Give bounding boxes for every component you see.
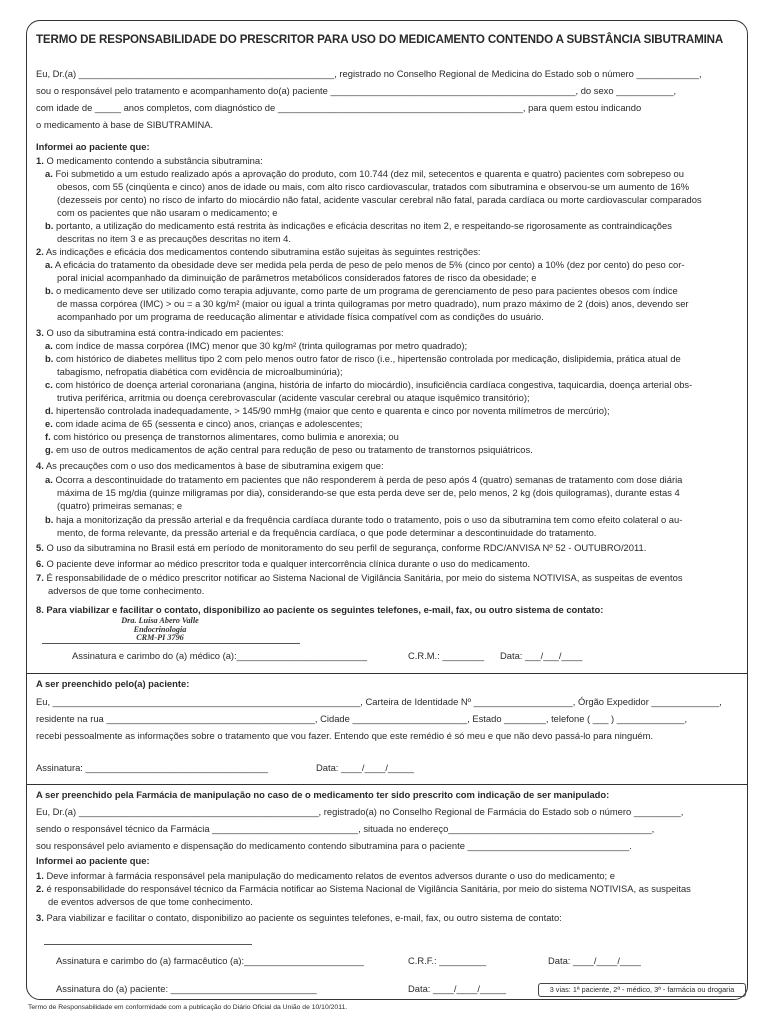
item-4b-line-1: haja a monitorização da pressão arterial e da frequência cardíaca durante todo o tratamento, pois o uso da sibutramina tem como efeito colateral o au-	[55, 514, 683, 525]
farmaceutico-signature-line	[44, 944, 252, 945]
item-3d-line-1: hipertensão controlada inadequadamente, > 145/90 mmHg (maior que cento e quarenta e cinco por noventa milímetros de mercúrio);	[55, 405, 610, 416]
intro-line-4: o medicamento à base de SIBUTRAMINA.	[36, 119, 214, 130]
item-6-text: O paciente deve informar ao médico prescritor toda e qualquer intercorrência clínica durante o uso do medicamento.	[46, 558, 531, 569]
item-6-number: 6.	[36, 558, 44, 569]
item-1-number: 1.	[36, 155, 44, 166]
item-4a-line-1: Ocorra a descontinuidade do tratamento em pacientes que não responderem à perda de peso após 4 (quatro) semanas de tratamento com dose diária	[55, 474, 683, 485]
item-1a-line-2: obesos, com 55 (cinqüenta e cinco) anos de idade ou mais, com alto risco cardiovascular, tratados com sibutramina e observou-se um aumento de 16%	[57, 181, 690, 192]
item-7-line-2: adversos de que tome conhecimento.	[48, 585, 205, 596]
item-4a-line-3: (quatro) primeiras semanas; e	[57, 500, 183, 511]
item-3	[36, 327, 284, 339]
farmacia-line-1: Eu, Dr.(a) ______________________________________________, registrado(a) no Conselho Regional de Farmácia do Estado sob o número _________,	[36, 806, 684, 817]
item-3c	[45, 379, 692, 391]
item-2a	[45, 259, 684, 271]
doctor-date-field: Data: ___/___/____	[500, 650, 583, 661]
farmacia-line-2: sendo o responsável técnico da Farmácia ____________________________, situada no endereço_______________________________________,	[36, 823, 655, 834]
footer-note: Termo de Responsabilidade em conformidade com a publicação do Diário Oficial da União de 10/10/2011.	[28, 1004, 348, 1011]
farmacia-item-2-line-2: de eventos adversos de que tome conhecimento.	[48, 896, 253, 907]
doctor-stamp	[95, 617, 225, 643]
farmacia-item-2-number: 2.	[36, 883, 44, 894]
item-8: 8. Para viabilizar e facilitar o contato, disponibilizo ao paciente os seguintes telefones, e-mail, fax, ou outro sistema de contato:	[36, 604, 604, 615]
item-1b	[45, 220, 672, 232]
doctor-signature-line	[42, 643, 300, 644]
item-3e-letter: e.	[45, 418, 53, 429]
item-3g	[45, 444, 533, 456]
item-2b	[45, 285, 678, 297]
item-1	[36, 155, 263, 167]
vias-note-box: 3 vias: 1ª paciente, 2ª - médico, 3ª - farmácia ou drogaria	[538, 983, 746, 997]
farmacia-informei-heading: Informei ao paciente que:	[36, 855, 150, 866]
farmacia-item-1-text: Deve informar à farmácia responsável pela manipulação do medicamento relatos de eventos adversos durante o uso do medicamento; e	[46, 870, 615, 881]
farmacia-item-2-line-1: é responsabilidade do responsável técnico da Farmácia notificar ao Sistema Nacional de Vigilância Sanitária, por meio do sistema NOTIVISA, as suspeitas	[46, 883, 691, 894]
item-3f-letter: f.	[45, 431, 51, 442]
farmacia-paciente-date: Data: ____/____/_____	[408, 983, 507, 994]
item-4b	[45, 514, 682, 526]
item-3c-letter: c.	[45, 379, 53, 390]
item-3-number: 3.	[36, 327, 44, 338]
item-3c-line-1: com histórico de doença arterial coronariana (angina, história de infarto do miocárdio), insuficiência cardíaca congestiva, taquicardia, doença arterial obs-	[55, 379, 693, 390]
stamp-specialty: Endocrinologia	[133, 624, 187, 634]
item-3b-line-1: com histórico de diabetes mellitus tipo 2 com pelo menos outro fator de risco (i.e., hipertensão controlada por medicação, dislipidemia, prática atual de	[55, 353, 681, 364]
item-3b-line-2: tabagismo, nefropatia diabética com evidência de microalbuminúria);	[57, 366, 343, 377]
item-5	[36, 542, 646, 554]
item-4a	[45, 474, 682, 486]
item-5-number: 5.	[36, 542, 44, 553]
paciente-date: Data: ____/____/_____	[316, 762, 415, 773]
farmacia-paciente-signature: Assinatura do (a) paciente: ____________________________	[56, 983, 317, 994]
item-2b-line-2: de massa corpórea (IMC) > ou = a 30 kg/m² (maior ou igual a trinta quilogramas por metro quadrado), num prazo máximo de 2 (dois) anos, devendo ser	[57, 298, 689, 309]
farmacia-item-3-text: Para viabilizar e facilitar o contato, disponibilizo ao paciente os seguintes telefones, e-mail, fax, ou outro sistema de contato:	[46, 912, 562, 923]
stamp-crm: CRM-PI 3796	[136, 633, 184, 643]
crf-field: C.R.F.: _________	[408, 955, 487, 966]
item-1a-line-4: com os pacientes que não usaram o medicamento; e	[57, 207, 278, 218]
farmacia-heading: A ser preenchido pela Farmácia de manipulação no caso de o medicamento ter sido prescrito com indicação de ser manipulado:	[36, 789, 610, 800]
item-3e	[45, 418, 362, 430]
item-4-text: As precauções com o uso dos medicamentos à base de sibutramina exigem que:	[45, 460, 384, 471]
item-2-text: As indicações e eficácia dos medicamentos contendo sibutramina estão sujeitas às seguintes restrições:	[45, 246, 481, 257]
item-4	[36, 460, 384, 472]
item-5-text: O uso da sibutramina no Brasil está em período de monitoramento do seu perfil de segurança, conforme RDC/ANVISA Nº 52 - OUTUBRO/2011.	[46, 542, 647, 553]
farmacia-item-3	[36, 912, 562, 924]
item-2	[36, 246, 481, 258]
doctor-signature-label: Assinatura e carimbo do (a) médico (a):_________________________	[72, 650, 367, 661]
paciente-line-1: Eu, ___________________________________________________________, Carteira de Identidade Nº ___________________, Órgão Expedidor _____________,	[36, 696, 722, 707]
paciente-line-3: recebi pessoalmente as informações sobre o tratamento que vou fazer. Entendo que este remédio é só meu e que não devo passá-lo para ninguém.	[36, 730, 654, 741]
item-2a-line-1: A eficácia do tratamento da obesidade deve ser medida pela perda de peso de pelo menos de 5% (cinco por cento) a 10% (dez por cento) do peso cor-	[54, 259, 685, 270]
form-title: TERMO DE RESPONSABILIDADE DO PRESCRITOR PARA USO DO MEDICAMENTO CONTENDO A SUBSTÂNCIA SIBUTRAMINA	[36, 33, 724, 46]
item-4-number: 4.	[36, 460, 44, 471]
item-3d	[45, 405, 610, 417]
item-1a-line-1: Foi submetido a um estudo realizado após a aprovação do produto, com 10.744 (dez mil, setecentos e quarenta e quatro) pacientes com sobrepeso ou	[55, 168, 684, 179]
item-4a-letter: a.	[45, 474, 53, 485]
item-7-line-1: É responsabilidade de o médico prescritor notificar ao Sistema Nacional de Vigilância Sanitária, por meio do sistema NOTIVISA, as suspeitas de eventos	[46, 572, 683, 583]
paciente-line-2: residente na rua ________________________________________, Cidade ______________________, Estado ________, telefone ( ___ ) _____________,	[36, 713, 688, 724]
item-3a-line-1: com índice de massa corpórea (IMC) menor que 30 kg/m² (trinta quilogramas por metro quadrado);	[55, 340, 468, 351]
item-3c-line-2: trutiva periférica, arritmia ou doença cerebrovascular (acidente vascular cerebral ou ataque isquêmico transitório);	[57, 392, 530, 403]
item-1b-letter: b.	[45, 220, 54, 231]
item-3f	[45, 431, 399, 443]
item-3d-letter: d.	[45, 405, 54, 416]
item-2a-line-2: poral inicial acompanhado da diminuição de parâmetros metabólicos considerados fatores de risco da obesidade; e	[57, 272, 537, 283]
paciente-signature: Assinatura: ___________________________________	[36, 762, 268, 773]
item-7-number: 7.	[36, 572, 44, 583]
intro-line-3: com idade de _____ anos completos, com diagnóstico de _______________________________________________, para quem estou indicando	[36, 102, 642, 113]
informei-heading: Informei ao paciente que:	[36, 141, 150, 152]
item-2b-line-3: acompanhado por um programa de reeducação alimentar e atividade física compatível com as condições do usuário.	[57, 311, 544, 322]
stamp-name: Dra. Luísa Abero Valle	[121, 616, 199, 625]
item-4a-line-2: máxima de 15 mg/dia (quinze miligramas por dia), considerando-se que esta perda deve ser de, pelo menos, 2 kg (dois quilogramas), durante estas 4	[57, 487, 680, 498]
item-3b-letter: b.	[45, 353, 54, 364]
item-1b-line-2: descritas no item 3 e as precauções descritas no item 4.	[57, 233, 291, 244]
farmaceutico-date: Data: ____/____/____	[548, 955, 641, 966]
paciente-heading: A ser preenchido pelo(a) paciente:	[36, 678, 190, 689]
item-1b-line-1: portanto, a utilização do medicamento está restrita às indicações e eficácia descritas no item 2, e respeitando-se rigorosamente as contraindicações	[55, 220, 672, 231]
item-1-text: O medicamento contendo a substância sibutramina:	[46, 155, 263, 166]
item-3f-line-1: com histórico ou presença de transtornos alimentares, como bulimia e anorexia; ou	[53, 431, 399, 442]
section-divider-paciente	[26, 673, 748, 674]
intro-line-1: Eu, Dr.(a) _________________________________________________, registrado no Conselho Regional de Medicina do Estado sob o número ____________,	[36, 68, 702, 79]
item-4b-line-2: mento, de forma relevante, da pressão arterial e da frequência cardíaca, o que pode determinar a descontinuidade do tratamento.	[57, 527, 597, 538]
farmacia-item-2	[36, 883, 691, 895]
item-3e-line-1: com idade acima de 65 (sessenta e cinco) anos, crianças e adolescentes;	[55, 418, 363, 429]
item-6	[36, 558, 530, 570]
item-2a-letter: a.	[45, 259, 53, 270]
item-1a-line-3: (dezesseis por cento) no risco de infarto do miocárdio não fatal, acidente vascular cerebral não fatal, parada cardíaca ou morte cardiovascular comparados	[57, 194, 702, 205]
item-3b	[45, 353, 681, 365]
farmacia-item-1-number: 1.	[36, 870, 44, 881]
farmacia-item-1	[36, 870, 615, 882]
item-2b-letter: b.	[45, 285, 54, 296]
farmacia-line-3: sou responsável pelo aviamento e dispensação do medicamento contendo sibutramina para o paciente _______________________________.	[36, 840, 632, 851]
item-3-text: O uso da sibutramina está contra-indicado em pacientes:	[46, 327, 284, 338]
section-divider-farmacia	[26, 784, 748, 785]
farmacia-item-3-number: 3.	[36, 912, 44, 923]
item-3g-letter: g.	[45, 444, 54, 455]
item-2-number: 2.	[36, 246, 44, 257]
farmaceutico-signature-label: Assinatura e carimbo do (a) farmacêutico (a):_______________________	[56, 955, 365, 966]
crm-field: C.R.M.: ________	[408, 650, 485, 661]
item-3g-line-1: em uso de outros medicamentos de ação central para redução de peso ou tratamento de transtornos psiquiátricos.	[55, 444, 533, 455]
item-4b-letter: b.	[45, 514, 54, 525]
item-1a-letter: a.	[45, 168, 53, 179]
item-3a	[45, 340, 467, 352]
intro-line-2: sou o responsável pelo tratamento e acompanhamento do(a) paciente _______________________________________________, do sexo ___________,	[36, 85, 677, 96]
item-2b-line-1: o medicamento deve ser utilizado como terapia adjuvante, como parte de um programa de gerenciamento de peso para pacientes obesos com índice	[55, 285, 678, 296]
item-3a-letter: a.	[45, 340, 53, 351]
item-7	[36, 572, 683, 584]
item-1a	[45, 168, 684, 180]
